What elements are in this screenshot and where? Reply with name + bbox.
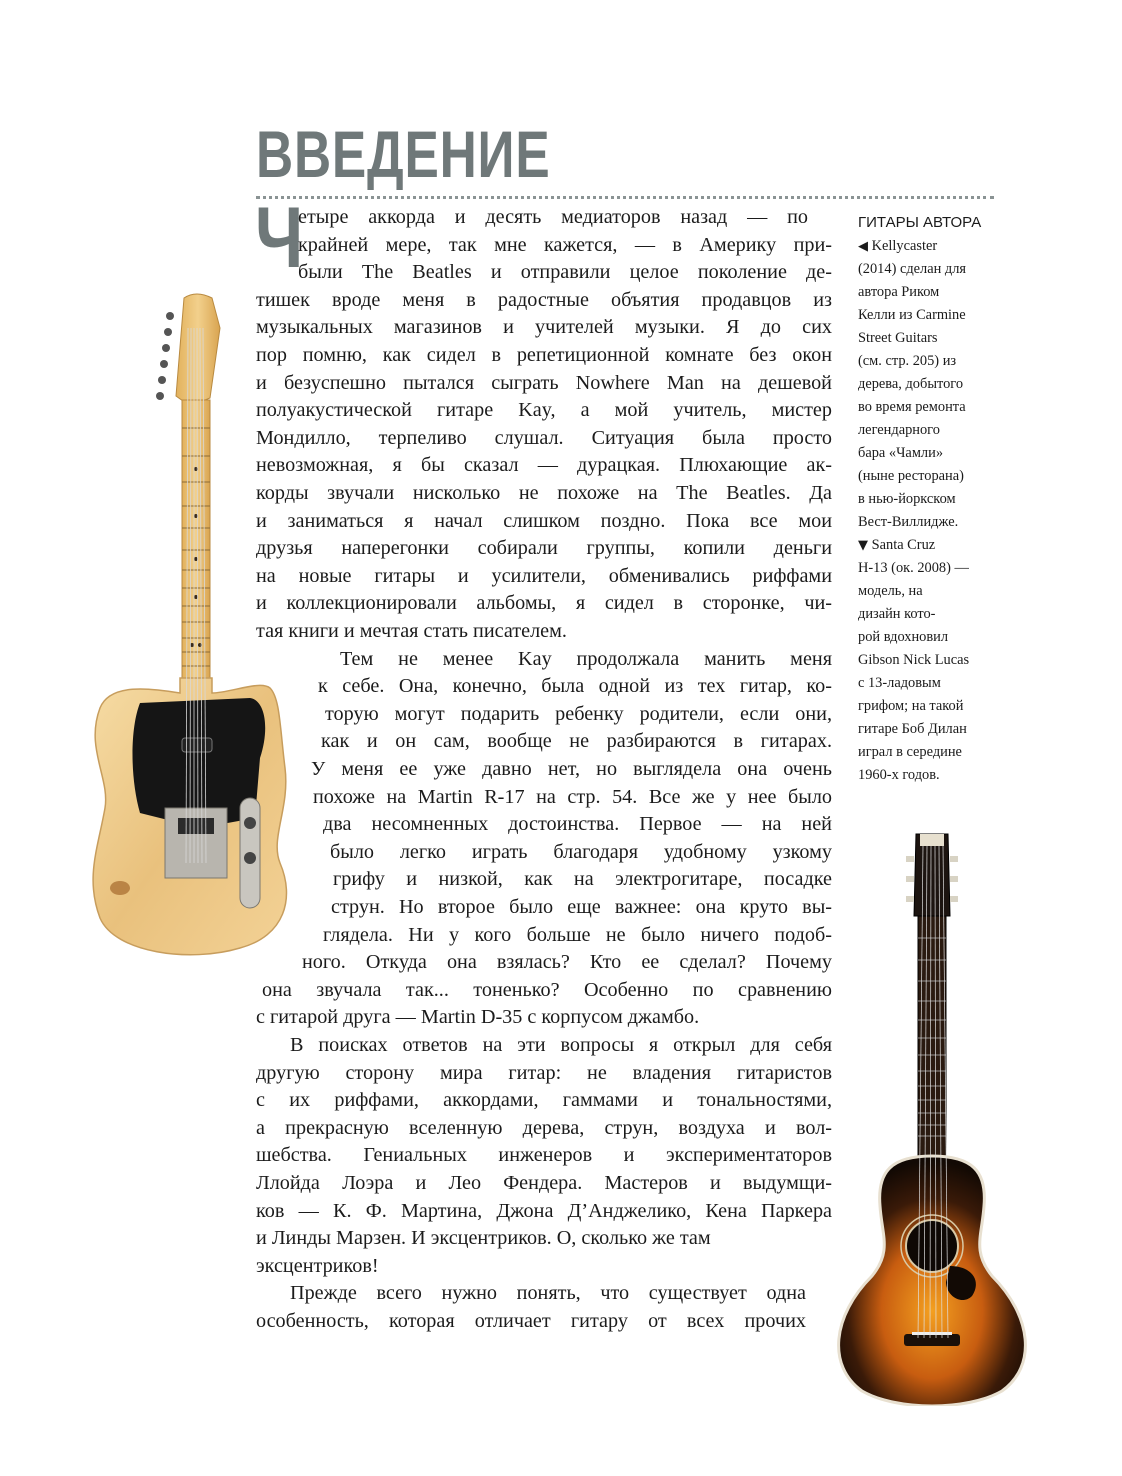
caption-santa-cruz [858, 534, 1008, 787]
body-line: и Линды Марзен. И эксцентриков. О, сколько же там [256, 1227, 711, 1250]
body-line: Прежде всего нужно понять, что существует одна [290, 1282, 806, 1305]
body-line: грифу и низкой, как на электрогитаре, посадке [333, 868, 832, 891]
body-line: торую могут подарить ребенку родители, если они, [325, 702, 832, 725]
body-line: и коллекционировали альбомы, я сидел в сторонке, чи- [256, 592, 832, 615]
caption-text: Kellycaster [871, 238, 938, 254]
caption-line [858, 741, 1008, 764]
body-line: два несомненных достоинства. Первое — на ней [323, 813, 832, 836]
pointer-left-icon: ◀ [858, 239, 868, 254]
caption-line [858, 580, 1008, 603]
caption-text: Street Guitars [858, 330, 938, 346]
caption-text: бара «Чамли» [858, 445, 944, 461]
body-line: етыре аккорда и десять медиаторов назад — по [298, 206, 808, 228]
body-line: пор помню, как сидел в репетиционной комнате без окон [256, 344, 832, 366]
caption-line [858, 626, 1008, 649]
caption-line [858, 718, 1008, 741]
electric-guitar-image [80, 288, 300, 968]
caption-line [858, 281, 1008, 304]
caption-line [858, 419, 1008, 442]
caption-text: автора Риком [858, 284, 940, 300]
body-line: полуакустической гитаре Kay, а мой учитель, мистер [256, 399, 832, 422]
pointer-down-icon: ▼ [858, 538, 868, 553]
body-line: глядела. Ни у кого больше не было ничего подоб- [323, 923, 832, 946]
caption-text: в нью-йоркском [858, 491, 956, 507]
body-line: на новые гитары и усилители, обменивались риффами [256, 564, 832, 587]
body-line: ного. Откуда она взялась? Кто ее сделал? Почему [302, 951, 832, 974]
caption-line [858, 557, 1008, 580]
body-line: было легко играть благодаря удобному узкому [330, 840, 832, 863]
caption-text: грифом; на такой [858, 698, 964, 714]
body-line: друзья наперегонки собирали группы, копили деньги [256, 537, 832, 560]
body-line: корды звучали нисколько не похоже на The Beatles. Да [256, 482, 832, 504]
caption-line [858, 258, 1008, 281]
body-line: и безуспешно пытался сыграть Nowhere Man на дешевой [256, 371, 832, 394]
body-line: тая книги и мечтая стать писателем. [256, 620, 567, 642]
body-line: были The Beatles и отправили целое поколение де- [298, 261, 832, 284]
sidebar-title: ГИТАРЫ АВТОРА [858, 214, 982, 231]
body-line: невозможная, я бы сказал — дурацкая. Плюхающие ак- [256, 454, 832, 477]
caption-line [858, 350, 1008, 373]
caption-text: модель, на [858, 583, 923, 599]
caption-kellycaster [858, 235, 1008, 534]
chapter-heading: ВВЕДЕНИЕ [256, 117, 551, 191]
caption-line [858, 603, 1008, 626]
body-line: с их риффами, аккордами, гаммами и тональностями, [256, 1089, 832, 1112]
body-line: ков — К. Ф. Мартина, Джона Д’Анджелико, Кена Паркера [256, 1199, 832, 1222]
body-line: струн. Но второе было еще важнее: она круто вы- [331, 896, 832, 918]
body-line: и заниматься я начал слишком поздно. Пока все мои [256, 509, 832, 532]
caption-line [858, 465, 1008, 488]
body-line: она звучала так... тоненько? Особенно по сравнению [262, 978, 832, 1001]
caption-text: во время ремонта [858, 399, 966, 415]
caption-text: с 13-ладовым [858, 675, 941, 691]
caption-text: гитаре Боб Дилан [858, 721, 967, 737]
caption-text: легендарного [858, 422, 940, 438]
caption-line [858, 511, 1008, 534]
caption-text: дизайн кото- [858, 606, 936, 622]
body-line: другую сторону мира гитар: не владения гитаристов [256, 1061, 832, 1084]
caption-line [858, 649, 1008, 672]
body-line: музыкальных магазинов и учителей музыки. Я до сих [256, 316, 832, 339]
caption-text: 1960-х годов. [858, 767, 940, 783]
dotted-rule [256, 196, 994, 199]
caption-line [858, 235, 1008, 258]
caption-line [858, 442, 1008, 465]
caption-line [858, 764, 1008, 787]
caption-text: Вест-Виллидже. [858, 514, 959, 530]
body-line: Ллойда Лоэра и Лео Фендера. Мастеров и выдумщи- [256, 1172, 832, 1194]
caption-line [858, 396, 1008, 419]
caption-line [858, 488, 1008, 511]
body-line: эксцентриков! [256, 1254, 379, 1277]
body-line: Мондилло, терпеливо слушал. Ситуация была просто [256, 426, 832, 449]
body-line: похоже на Martin R-17 на стр. 54. Все же у нее было [313, 785, 832, 808]
drop-cap: Ч [255, 190, 304, 286]
caption-text: дерева, добытого [858, 376, 964, 392]
caption-line [858, 327, 1008, 350]
body-line: Тем не менее Kay продолжала манить меня [340, 647, 832, 670]
body-line: как и он сам, вообще не разбираются в гитарах. [321, 730, 832, 753]
caption-line [858, 672, 1008, 695]
body-line: а прекрасную вселенную дерева, струн, воздуха и вол- [256, 1116, 832, 1139]
body-line: В поисках ответов на эти вопросы я открыл для себя [290, 1034, 832, 1056]
body-line: крайней мере, так мне кажется, — в Америку при- [298, 233, 832, 256]
caption-text: Santa Cruz [871, 537, 936, 553]
caption-text: (2014) сделан для [858, 261, 967, 277]
body-line: У меня ее уже давно нет, но выглядела она очень [311, 758, 832, 780]
body-line: шебства. Гениальных инженеров и экспериментаторов [256, 1144, 832, 1167]
body-line: особенность, которая отличает гитару от всех прочих [256, 1310, 806, 1332]
acoustic-guitar-image [822, 826, 1044, 1406]
sidebar-captions [858, 212, 1008, 787]
body-line: к себе. Она, конечно, была одной из тех гитар, ко- [318, 675, 832, 698]
caption-text: H-13 (ок. 2008) — [858, 560, 969, 576]
caption-line [858, 695, 1008, 718]
caption-text: (см. стр. 205) из [858, 353, 957, 369]
caption-line [858, 373, 1008, 396]
caption-text: Gibson Nick Lucas [858, 652, 970, 668]
caption-text: играл в середине [858, 744, 962, 760]
caption-text: Келли из Carmine [858, 307, 966, 323]
caption-text: (ныне ресторана) [858, 468, 964, 484]
body-line: тишек вроде меня в радостные объятия продавцов из [256, 288, 832, 311]
caption-line [858, 304, 1008, 327]
body-line: с гитарой друга — Martin D-35 с корпусом джамбо. [256, 1006, 700, 1029]
caption-text: рой вдохновил [858, 629, 949, 645]
caption-line [858, 534, 1008, 557]
